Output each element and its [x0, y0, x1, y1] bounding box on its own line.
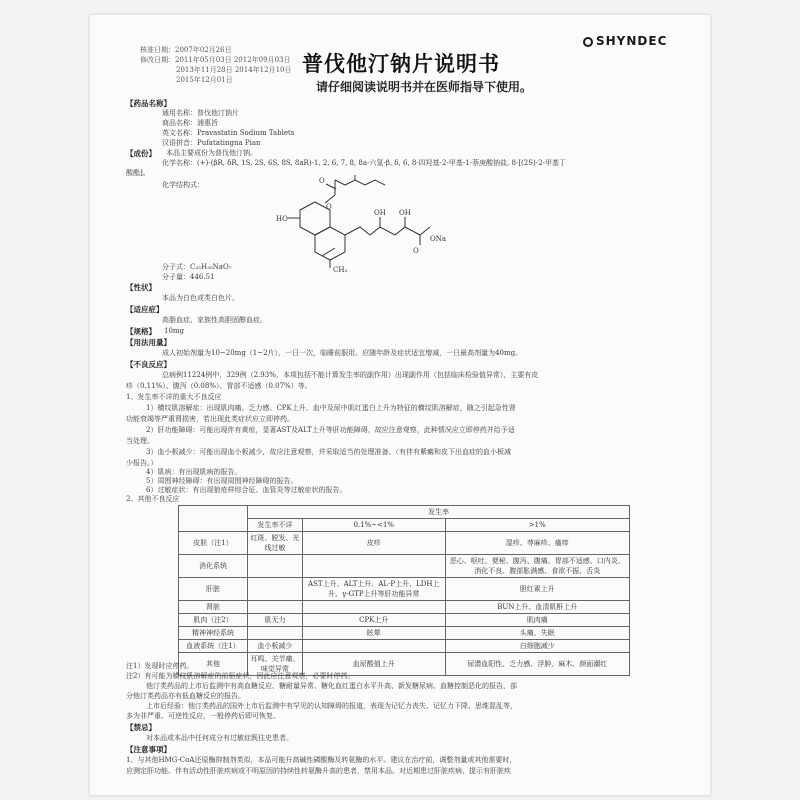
section-precautions: 【注意事项】: [126, 745, 171, 754]
section-dosage: 【用法用量】: [126, 338, 171, 347]
section-adverse: 【不良反应】: [126, 360, 171, 369]
generic-name: 通用名称：普伐他汀钠片: [162, 109, 239, 117]
table-row-label: 肾脏: [179, 601, 248, 614]
table-cell: [248, 578, 303, 601]
table-cell: 血尿酸值上升: [303, 653, 446, 676]
traits-text: 本品为白色或类白色片。: [162, 294, 239, 302]
table-cell: [248, 601, 303, 614]
table-cell: [303, 555, 446, 578]
note-3: 他汀类药品的上市后监测中有高血糖反应、糖耐量异常、糖化血红蛋白水平升高、新发糖尿病、血糖控制恶化的报告，部: [146, 682, 517, 690]
side-effect-table: [178, 505, 630, 676]
table-col-high: >1%: [445, 519, 629, 532]
adverse-subsection-2: 2、其他不良反应: [126, 495, 180, 503]
molecular-weight: 分子量：446.51: [162, 273, 215, 281]
table-row: [179, 578, 630, 601]
page-title: 普伐他汀钠片说明书: [302, 52, 500, 76]
adverse-item-4: 4）肌病：有出现肌病的报告。: [146, 468, 242, 476]
note-1: 注1）发现时应停药。: [126, 662, 194, 670]
adverse-item-2a: 2）肝功能障碍：可能出现伴有黄疸，显著AST及ALT上升等肝功能障碍，故应注意观察，此种情况应立即停药并给予适: [146, 426, 515, 434]
adverse-item-6: 6）过敏症状：有出现狼疮样综合征、血管炎等过敏症状的报告。: [146, 486, 347, 494]
table-cell: [248, 555, 303, 578]
page-subtitle: 请仔细阅读说明书并在医师指导下使用。: [316, 80, 533, 94]
table-cell: 红斑、脱发、光线过敏: [248, 532, 303, 555]
mol-o-ester: O: [326, 203, 332, 211]
table-row: [179, 614, 630, 627]
revision-date-2: 修改日期：2011年05月03日 2012年09月03日: [140, 56, 291, 64]
table-cell: 皮疹: [303, 532, 446, 555]
adverse-item-1a: 1）横纹肌溶解症：出现肌肉痛、乏力感、CPK上升、血中及尿中肌红蛋白上升为特征的横纹肌溶解症，随之引起急性肾: [146, 404, 516, 412]
table-cell: [248, 627, 303, 640]
instruction-sheet: [90, 15, 710, 795]
note-4-cont: 多为非严重、可逆性反应，一般停药后即可恢复。: [126, 712, 280, 720]
table-col-unknown: 发生率不详: [248, 519, 303, 532]
note-4: 上市后经验：他汀类药品的国外上市后监测中有罕见的认知障碍的报道，表现为记忆力丧失、记忆力下降、思维混乱等，: [146, 702, 517, 710]
mol-o-carbonyl: O: [319, 177, 325, 185]
table-cell: [303, 601, 446, 614]
table-row-label: 肝脏: [179, 578, 248, 601]
section-traits: 【性状】: [126, 283, 156, 292]
brand-name: SHYNDEC: [596, 34, 668, 48]
table-cell: 尿潜血阳性、乏力感、浮肿、麻木、颜面潮红: [445, 653, 629, 676]
adverse-subsection-1: 1、发生率不详的重大不良反应: [126, 393, 222, 401]
precautions-line-1: 1、与其他HMG-CoA还原酶抑制剂类似，本品可能升高碱性磷酸酶及转氨酶的水平。建议在治疗前，调整剂量或其他需要时，: [126, 756, 517, 764]
pinyin-name: 汉语拼音：Pufatatingna Pian: [162, 139, 261, 147]
table-row: [179, 640, 630, 653]
mol-ho-label: HO: [276, 215, 288, 223]
table-row: [179, 555, 630, 578]
structure-label: 化学结构式：: [162, 181, 204, 189]
mol-o-acid: O: [413, 247, 419, 255]
trade-name: 商品名称：浦惠旨: [162, 119, 218, 127]
table-cell: 血小板减少: [248, 640, 303, 653]
section-contraindications: 【禁忌】: [126, 723, 156, 732]
adverse-item-5: 5）周围神经障碍：有出现周围神经障碍的报告。: [146, 477, 298, 485]
table-row: [179, 601, 630, 614]
adverse-item-3b: 少报告。）: [126, 459, 158, 467]
precautions-line-2: 应测定肝功能。伴有活动性肝脏疾病或不明原因的持续性转氨酶升高的患者，禁用本品。对近期患过肝脏疾病、提示有肝脏疾: [126, 767, 511, 775]
table-cell: 恶心、呕吐、便秘、腹泻、腹痛、胃部不适感、口内炎、消化不良、腹部胀满感、食欲不振、舌炎: [445, 555, 629, 578]
mol-oh-label-1: OH: [374, 209, 386, 217]
table-row-label: 精神神经系统: [179, 627, 248, 640]
table-cell: 耳鸣、关节痛、味觉异常: [248, 653, 303, 676]
table-row-label: 消化系统: [179, 555, 248, 578]
adverse-intro-1: 总病例11224例中，329例（2.93%，本项包括不能计算发生率的副作用）出现副作用（包括临床检验值异常），主要有皮: [162, 371, 539, 379]
revision-date-3: 2013年11月28日 2014年12月10日: [176, 66, 292, 74]
table-cell: 胆红素上升: [445, 578, 629, 601]
table-cell: AST上升、ALT上升、AL-P上升、LDH上升、γ-GTP上升等肝功能异常: [303, 578, 446, 601]
table-cell: 头痛、失眠: [445, 627, 629, 640]
adverse-intro-2: 疹（0.11%）、腹泻（0.08%）、胃部不适感（0.07%）等。: [126, 382, 312, 390]
table-row: [179, 627, 630, 640]
table-corner-cell: [179, 506, 248, 532]
table-header-incidence: 发生率: [248, 506, 630, 519]
spec-text: 10mg: [164, 327, 185, 335]
revision-date-1: 核准日期：2007年02月26日: [140, 46, 232, 54]
note-2: 注2）有可能为横纹肌溶解症的前驱症状，因此应注意观察，必要时停药。: [126, 672, 355, 680]
table-cell: 肌肉痛: [445, 614, 629, 627]
table-row: [179, 532, 630, 555]
table-row-label: 皮肤（注1）: [179, 532, 248, 555]
chemical-name-cont: 酸酯]。: [126, 169, 150, 177]
table-cell: [303, 640, 446, 653]
section-spec: 【规格】: [126, 327, 156, 336]
table-header-row: [179, 506, 630, 519]
dosage-text: 成人初始剂量为10~20mg（1~2片），一日一次，临睡前服用。应随年龄及症状适宜增减，一日最高剂量为40mg。: [162, 349, 523, 357]
indications-text: 高脂血症、家族性高胆固醇血症。: [162, 316, 267, 324]
section-composition: 【成份】: [126, 149, 156, 158]
note-3-cont: 分他汀类药品亦有低血糖反应的报告。: [126, 692, 245, 700]
english-name: 英文名称：Pravastatin Sodium Tablets: [162, 129, 295, 137]
section-indications: 【适应症】: [126, 305, 164, 314]
chemical-name: 化学名称：(+)-(βR, δR, 1S, 2S, 6S, 8S, 8aR)-1, 2, 6, 7, 8, 8a-六氢-β, δ, 6, 8-四羟基-2-甲基-1-萘庚酸钠盐, 8-[(2S)-2-甲基丁: [162, 159, 566, 167]
table-cell: 白细胞减少: [445, 640, 629, 653]
revision-date-4: 2015年12月01日: [176, 76, 233, 84]
brand-logo-icon: [583, 37, 593, 47]
brand-logo: [583, 34, 667, 48]
table-row-label: 其他: [179, 653, 248, 676]
mol-ona-label: ONa: [430, 235, 447, 243]
table-cell: 肌无力: [248, 614, 303, 627]
table-cell: 湿疹、荨麻疹、瘙痒: [445, 532, 629, 555]
table-cell: CPK上升: [303, 614, 446, 627]
table-cell: BUN上升、血清肌酐上升: [445, 601, 629, 614]
table-col-mid: 0.1%~<1%: [303, 519, 446, 532]
table-row-label: 血液系统（注1）: [179, 640, 248, 653]
section-drug-name: 【药品名称】: [126, 99, 171, 108]
mol-oh-label-2: OH: [399, 209, 411, 217]
composition-text: 本品主要成份为普伐他汀钠。: [166, 149, 257, 157]
chemical-structure-diagram: [260, 175, 450, 275]
adverse-item-3a: 3）血小板减少：可能出现血小板减少，故应注意观察，并采取适当的处理准备。（有伴有紫癜和皮下出血症的血小板减: [146, 448, 511, 456]
molecular-formula: 分子式：C₂₃H₃₅NaO₇: [162, 263, 232, 271]
table-row-label: 肌肉（注2）: [179, 614, 248, 627]
contraindications-text: 对本品或本品中任何成分有过敏症既往史患者。: [146, 734, 293, 742]
adverse-item-1b: 功能衰竭等严重肾损害，若出现此类症状应立即停药。: [126, 415, 294, 423]
adverse-item-2b: 当处理。: [126, 437, 154, 445]
mol-ch3-label: CH₃: [333, 266, 348, 274]
table-cell: 眩晕: [303, 627, 446, 640]
